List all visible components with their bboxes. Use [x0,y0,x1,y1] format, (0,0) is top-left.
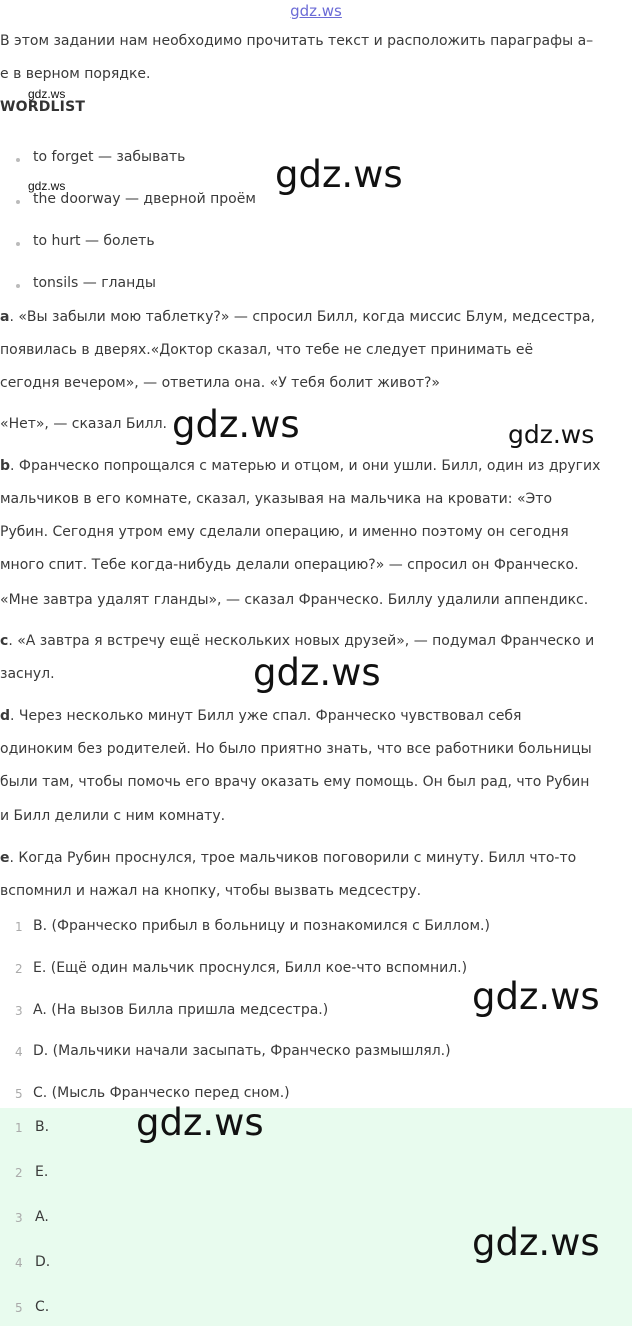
paragraph-c-line: заснул. [0,666,55,682]
order-item: A. (На вызов Билла пришла медсестра.) [33,1002,329,1018]
paragraph-a-line: появилась в дверях.«Доктор сказал, что тебе не следует принимать её [0,342,534,358]
paragraph-a-line: сегодня вечером», — ответила она. «У тебя болит живот?» [0,375,440,391]
paragraph-b-line: «Мне завтра удалят гланды», — сказал Франческо. Биллу удалили аппендикс. [0,592,589,608]
paragraph-d-line: были там, чтобы помочь его врачу оказать ему помощь. Он был рад, что Рубин [0,774,590,790]
paragraph-d-line [0,708,521,724]
wordlist-item: tonsils — гланды [33,275,156,291]
answer-item: C. [35,1299,50,1315]
order-number: 1 [15,920,23,934]
paragraph-d-line: одиноким без родителей. Но было приятно знать, что все работники больницы [0,741,592,757]
bullet-icon [16,158,20,162]
watermark: gdz.ws [472,1221,600,1264]
wordlist-heading: WORDLIST [0,99,86,115]
order-item: B. (Франческо прибыл в больницу и познакомился с Биллом.) [33,918,490,934]
paragraph-letter: b [0,458,11,474]
intro-line-1: В этом задании нам необходимо прочитать текст и расположить параграфы а– [0,33,594,49]
paragraph-text: . «Вы забыли мою таблетку?» — спросил Билл, когда миссис Блум, медсестра, [9,309,595,325]
order-item: D. (Мальчики начали засыпать, Франческо размышлял.) [33,1043,451,1059]
paragraph-e-line: вспомнил и нажал на кнопку, чтобы вызвать медсестру. [0,883,422,899]
paragraph-text: . Когда Рубин проснулся, трое мальчиков поговорили с минуту. Билл что-то [9,850,577,866]
answer-number: 5 [15,1301,23,1315]
paragraph-a-line: «Нет», — сказал Билл. [0,416,167,432]
answer-number: 4 [15,1256,23,1270]
paragraph-text: . Через несколько минут Билл уже спал. Франческо чувствовал себя [10,708,522,724]
paragraph-letter: d [0,708,11,724]
bullet-icon [16,200,20,204]
order-item: C. (Мысль Франческо перед сном.) [33,1085,290,1101]
watermark: gdz.ws [172,403,300,446]
paragraph-b-line: мальчиков в его комнате, сказал, указывая на мальчика на кровати: «Это [0,491,553,507]
paragraph-b-line [0,458,600,474]
bullet-icon [16,242,20,246]
order-number: 3 [15,1004,23,1018]
paragraph-e-line [0,850,576,866]
answer-number: 2 [15,1166,23,1180]
wordlist-item: to forget — забывать [33,149,186,165]
paragraph-letter: a [0,309,10,325]
wordlist-item: the doorway — дверной проём [33,191,256,207]
paragraph-text: . «А завтра я встречу ещё нескольких новых друзей», — подумал Франческо и [8,633,595,649]
paragraph-letter: c [0,633,9,649]
answer-box [0,1108,632,1326]
paragraph-text: . Франческо попрощался с матерью и отцом, и они ушли. Билл, один из других [10,458,601,474]
watermark: gdz.ws [275,153,403,196]
wordlist-item: to hurt — болеть [33,233,155,249]
watermark: gdz.ws [508,420,595,449]
paragraph-b-line: много спит. Тебе когда-нибудь делали операцию?» — спросил он Франческо. [0,557,579,573]
answer-number: 1 [15,1121,23,1135]
order-number: 5 [15,1087,23,1101]
paragraph-letter: e [0,850,10,866]
watermark: gdz.ws [28,179,66,193]
paragraph-d-line: и Билл делили с ним комнату. [0,808,226,824]
answer-number: 3 [15,1211,23,1225]
intro-line-2: е в верном порядке. [0,66,151,82]
answer-item: A. [35,1209,49,1225]
answer-item: B. [35,1119,50,1135]
paragraph-a-line [0,309,595,325]
paragraph-b-line: Рубин. Сегодня утром ему сделали операцию, и именно поэтому он сегодня [0,524,569,540]
bullet-icon [16,284,20,288]
site-header-link[interactable]: gdz.ws [290,2,342,20]
order-item: E. (Ещё один мальчик проснулся, Билл кое-что вспомнил.) [33,960,468,976]
watermark: gdz.ws [253,651,381,694]
answer-item: E. [35,1164,49,1180]
order-number: 4 [15,1045,23,1059]
watermark: gdz.ws [136,1101,264,1144]
paragraph-c-line [0,633,594,649]
watermark: gdz.ws [28,87,66,101]
answer-item: D. [35,1254,51,1270]
watermark: gdz.ws [472,975,600,1018]
order-number: 2 [15,962,23,976]
